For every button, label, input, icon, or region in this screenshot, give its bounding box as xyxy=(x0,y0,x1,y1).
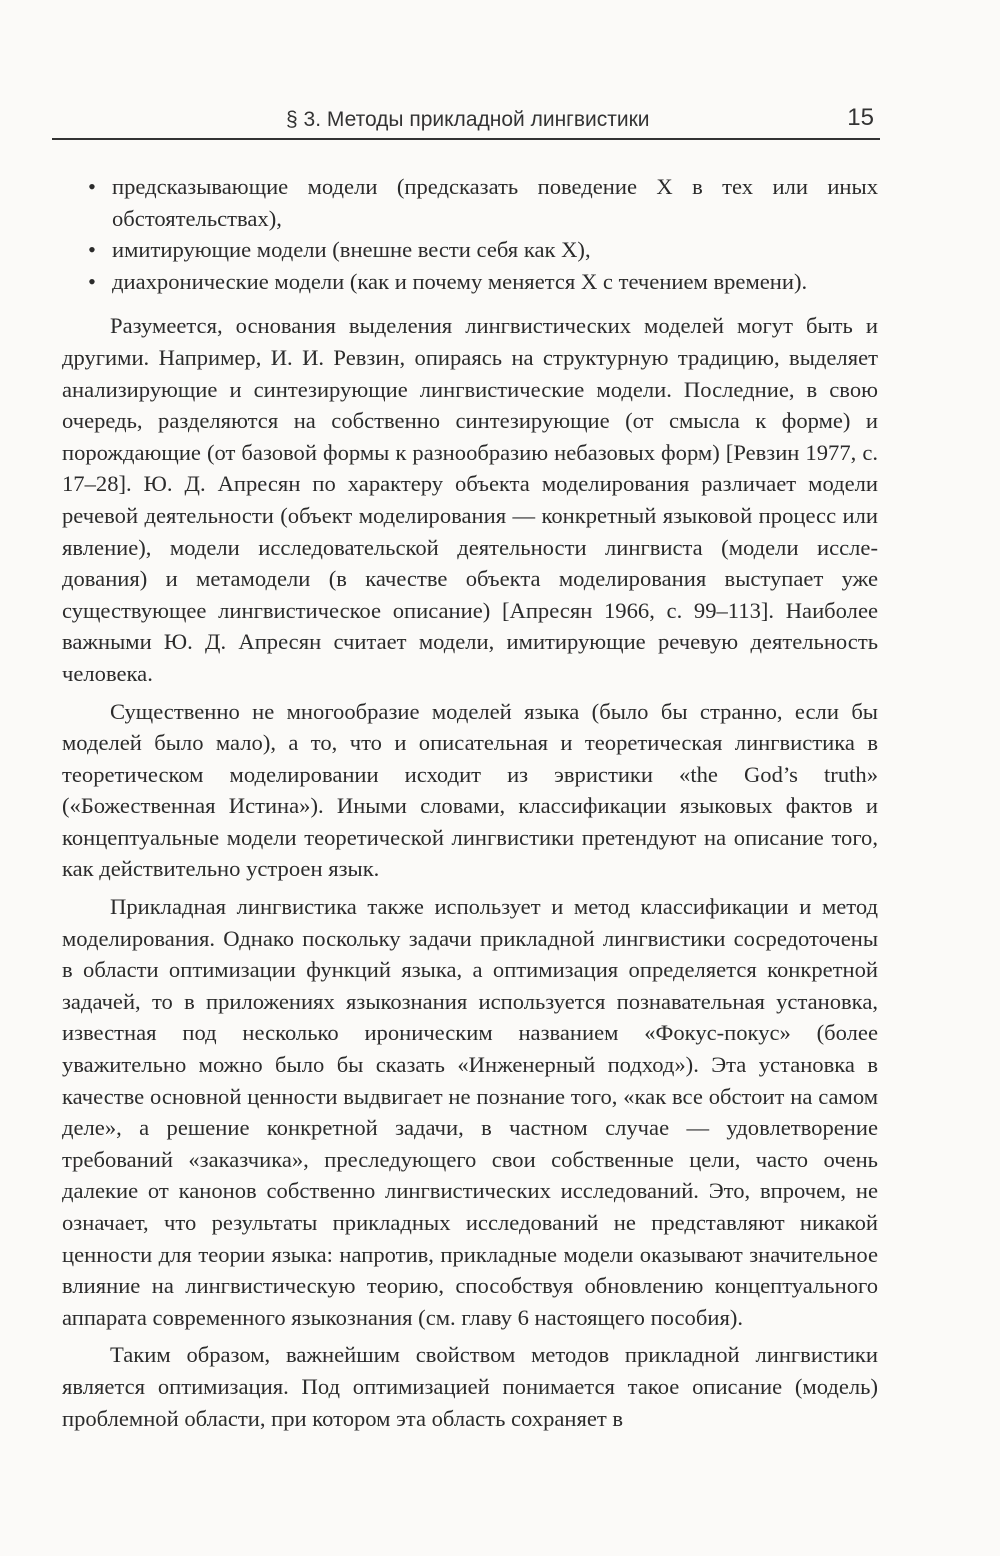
bullet-icon: • xyxy=(88,268,96,294)
page-body xyxy=(62,171,878,1434)
bullet-text: диахронические модели (как и почему меняется X с течением времени). xyxy=(112,268,808,294)
bullet-icon: • xyxy=(88,174,96,199)
bullet-text: предсказывающие модели (предсказать поведение X в тех или иных обстоятельствах), xyxy=(112,174,878,231)
bullet-item-imitating xyxy=(62,234,878,266)
bullet-item-predictive xyxy=(62,171,878,234)
paragraph-gods-truth: Существенно не многообразие моделей языка (было бы странно, если бы моделей было мало), а то, что и описательная и теоретическая лингвистика в теоретическом моделировании исходит из эвристики «the God’s truth» («Божественная Истина»). Иными словами, классификации языковых фактов и концептуальные модели теоретической лингвистики претендуют на описание того, как действительно устроен язык. xyxy=(62,698,878,882)
paragraph-optimization: Таким образом, важнейшим свойством методов прикладной лингвистики является оптимизация. Под оптимизацией понимается такое описание (модель) проблемной области, при котором эта область сохраняет в xyxy=(62,1342,878,1431)
bullet-text: имитирующие модели (внешне вести себя как X), xyxy=(112,237,591,263)
bullet-item-diachronic xyxy=(62,266,878,298)
page-number: 15 xyxy=(847,104,874,131)
bullet-list xyxy=(62,171,878,297)
running-header xyxy=(52,102,880,140)
section-title: § 3. Методы прикладной лингвистики xyxy=(286,108,650,131)
paragraph-model-types: Разумеется, основания выделения лингвистических моделей могут быть и другими. Например, И. И. Ревзин, опираясь на структурную традицию, выделяет анализирующие и синтезирующие лингвистические модели. Последние, в свою очередь, разделяются на собственно синтезирующие (от смысла к форме) и порождающие (от базовой формы к разнообразию небазовых форм) [Ревзин 1977, с. 17–28]. Ю. Д. Апресян по характеру объекта моделирования различает модели речевой деятельности (объект моделирования — конкретный языковой процесс или явление), модели исследовательской деятельности лингвиста (модели исследования) и метамодели (в качестве объекта моделирования выступает уже существующее лингвистическое описание) [Апресян 1966, с. 99–113]. Наиболее важными Ю. Д. Апресян считает модели, имитирующие речевую деятельность человека. xyxy=(62,313,878,686)
paragraph-applied-linguistics: Прикладная лингвистика также использует и метод классификации и метод моделирования. Однако поскольку задачи прикладной лингвистики сосредоточены в области оптимизации функций языка, а оптимизация определяется конкретной задачей, то в приложениях языкознания используется познавательная установка, известная под несколько ироническим названием «Фокус-покус» (более уважительно можно было бы сказать «Инженерный подход»). Эта установка в качестве основной ценности выдвигает не познание того, «как все обстоит на самом деле», а решение конкретной задачи, в частном случае — удовлетворение требований «заказчика», преследующего свои собственные цели, часто очень далекие от канонов собственно лингвистических исследований. Это, впрочем, не означает, что результаты прикладных исследований не представляют никакой ценности для теории языка: напротив, прикладные модели оказывают значительное влияние на лингвистическую теорию, способствуя обновлению концептуального аппарата современного языкознания (см. главу 6 настоящего пособия). xyxy=(62,894,878,1330)
bullet-icon: • xyxy=(88,237,96,263)
